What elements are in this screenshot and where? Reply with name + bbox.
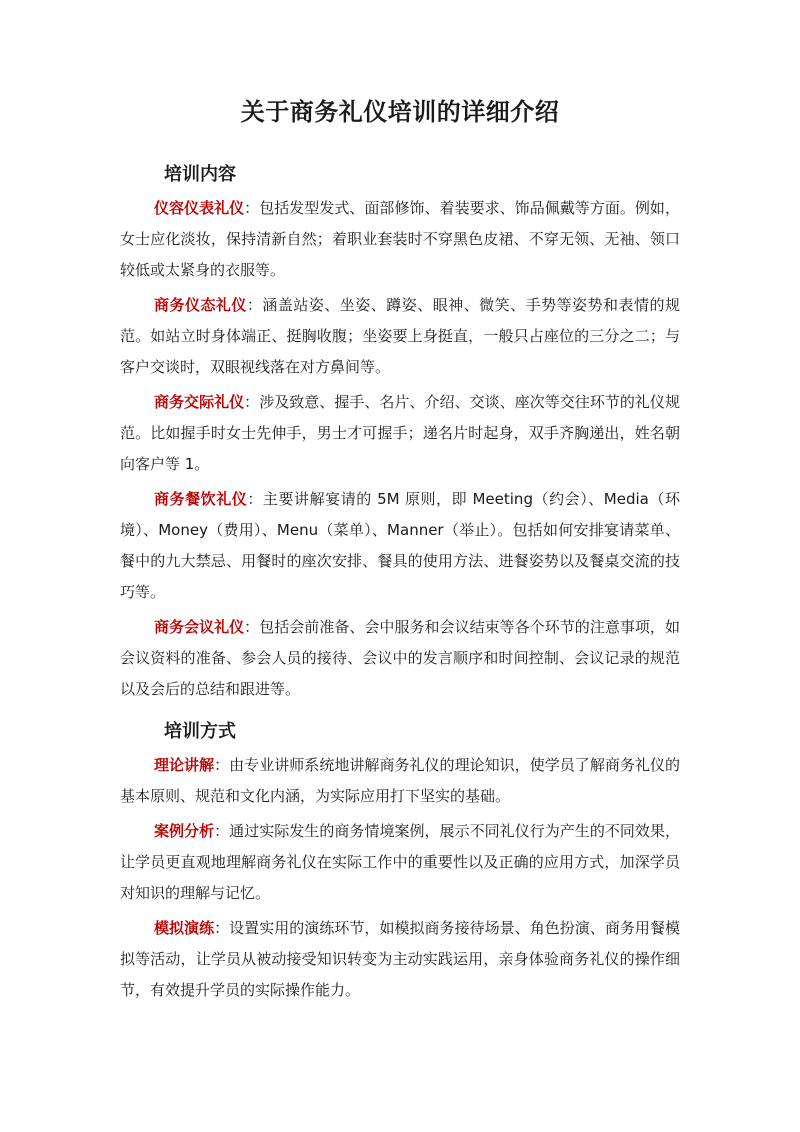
section-heading-training-content: 培训内容 <box>164 164 236 185</box>
term-dining-etiquette: 商务餐饮礼仪 <box>154 490 248 508</box>
separator: ： <box>214 822 230 840</box>
term-social-etiquette: 商务交际礼仪 <box>154 393 245 411</box>
paragraph-text: 由专业讲师系统地讲解商务礼仪的理论知识，使学员了解商务礼仪的基本原则、规范和文化内涵，为实际应用打下坚实的基础。 <box>120 756 680 805</box>
paragraph-dining-etiquette <box>120 484 680 608</box>
paragraph-posture-etiquette <box>120 290 680 383</box>
paragraph-text: 包括发型发式、面部修饰、着装要求、饰品佩戴等方面。例如，女士应化淡妆，保持清新自然；着职业套装时不穿黑色皮裙、不穿无领、无袖、领口较低或太紧身的衣服等。 <box>120 199 680 279</box>
term-case-analysis: 案例分析 <box>154 822 215 840</box>
paragraph-case-analysis <box>120 816 680 909</box>
page-title: 关于商务礼仪培训的详细介绍 <box>240 98 560 126</box>
paragraph-simulation-drill <box>120 913 680 1006</box>
section-heading-training-methods: 培训方式 <box>164 721 236 742</box>
paragraph-appearance-etiquette <box>120 193 680 286</box>
paragraph-theory-lecture <box>120 750 680 812</box>
term-simulation-drill: 模拟演练 <box>154 919 215 937</box>
term-appearance-etiquette: 仪容仪表礼仪 <box>154 199 245 217</box>
separator: ： <box>244 199 260 217</box>
paragraph-text: 主要讲解宴请的 5M 原则，即 Meeting（约会）、Media（环境）、Money（费用）、Menu（菜单）、Manner（举止）。包括如何安排宴请菜单、餐中的九大禁忌、用餐时的座次安排、餐具的使用方法、进餐姿势以及餐桌交流的技巧等。 <box>120 490 680 601</box>
section-training-methods <box>120 750 680 1010</box>
term-theory-lecture: 理论讲解 <box>154 756 215 774</box>
paragraph-text: 涵盖站姿、坐姿、蹲姿、眼神、微笑、手势等姿势和表情的规范。如站立时身体端正、挺胸收腹；坐姿要上身挺直，一般只占座位的三分之二；与客户交谈时，双眼视线落在对方鼻间等。 <box>120 296 680 376</box>
paragraph-text: 通过实际发生的商务情境案例，展示不同礼仪行为产生的不同效果，让学员更直观地理解商务礼仪在实际工作中的重要性以及正确的应用方式，加深学员对知识的理解与记忆。 <box>120 822 680 902</box>
paragraph-text: 设置实用的演练环节，如模拟商务接待场景、角色扮演、商务用餐模拟等活动，让学员从被动接受知识转变为主动实践运用，亲身体验商务礼仪的操作细节，有效提升学员的实际操作能力。 <box>120 919 680 999</box>
paragraph-text: 包括会前准备、会中服务和会议结束等各个环节的注意事项，如会议资料的准备、参会人员的接待、会议中的发言顺序和时间控制、会议记录的规范以及会后的总结和跟进等。 <box>120 618 680 698</box>
separator: ： <box>244 618 260 636</box>
separator: ： <box>247 490 263 508</box>
paragraph-meeting-etiquette <box>120 612 680 705</box>
separator: ： <box>246 296 263 314</box>
paragraph-social-etiquette <box>120 387 680 480</box>
separator: ： <box>214 919 230 937</box>
paragraph-text: 涉及致意、握手、名片、介绍、交谈、座次等交往环节的礼仪规范。比如握手时女士先伸手，男士才可握手；递名片时起身，双手齐胸递出，姓名朝向客户等 1。 <box>120 393 680 473</box>
term-posture-etiquette: 商务仪态礼仪 <box>154 296 247 314</box>
separator: ： <box>214 756 230 774</box>
section-training-content <box>120 193 680 709</box>
separator: ： <box>244 393 260 411</box>
term-meeting-etiquette: 商务会议礼仪 <box>154 618 245 636</box>
